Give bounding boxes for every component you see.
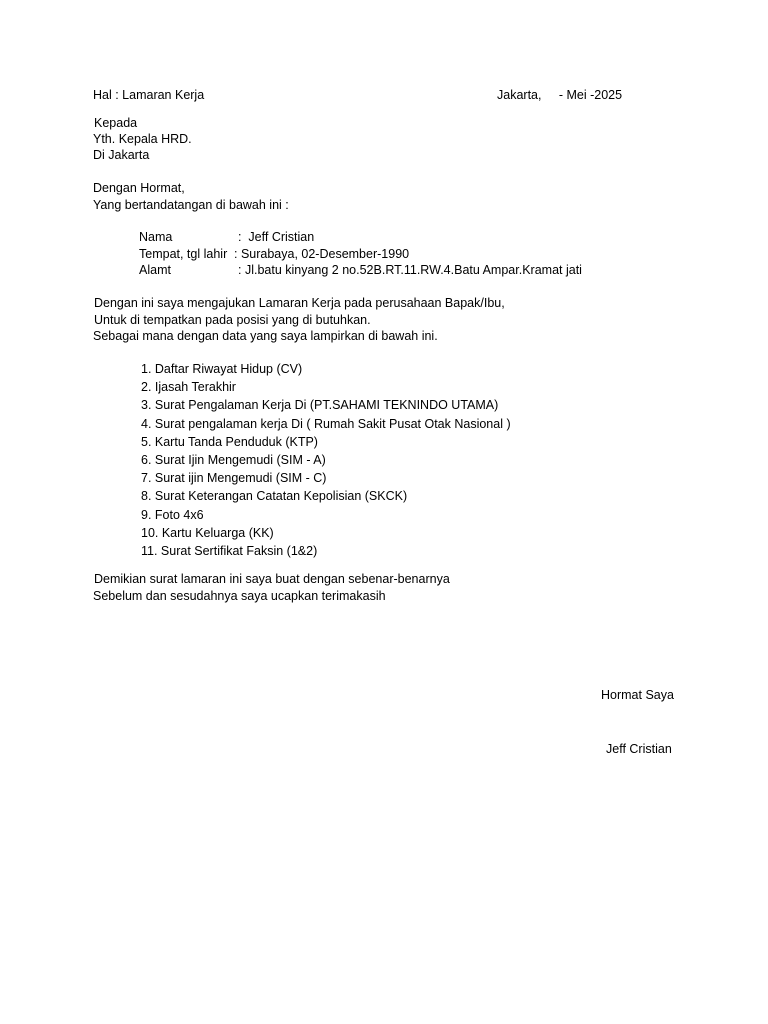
list-item: 10. Kartu Keluarga (KK)	[141, 525, 274, 540]
list-item: 4. Surat pengalaman kerja Di ( Rumah Sakit Pusat Otak Nasional )	[141, 416, 511, 431]
recipient-line-1: Kepada	[94, 116, 138, 130]
salutation: Dengan Hormat,	[93, 181, 185, 195]
address-label: Alamt	[139, 263, 171, 277]
place-date: Jakarta, - Mei -2025	[497, 88, 623, 102]
list-item: 5. Kartu Tanda Penduduk (KTP)	[141, 434, 318, 449]
name-label: Nama	[139, 230, 173, 244]
list-item: 2. Ijasah Terakhir	[141, 380, 236, 395]
birth-value: : Surabaya, 02-Desember-1990	[234, 247, 410, 261]
intro-line: Yang bertandatangan di bawah ini :	[93, 198, 289, 212]
address-value: : Jl.batu kinyang 2 no.52B.RT.11.RW.4.Batu Ampar.Kramat jati	[238, 263, 582, 277]
birth-label: Tempat, tgl lahir	[139, 247, 228, 261]
closing-line-2: Sebelum dan sesudahnya saya ucapkan terimakasih	[93, 589, 386, 603]
list-item: 11. Surat Sertifikat Faksin (1&2)	[141, 543, 318, 558]
attachment-list	[141, 360, 511, 560]
signature-greeting: Hormat Saya	[601, 688, 674, 702]
body-line-2: Untuk di tempatkan pada posisi yang di butuhkan.	[94, 313, 371, 327]
signature-name: Jeff Cristian	[606, 742, 672, 756]
recipient-line-2: Yth. Kepala HRD.	[93, 132, 192, 146]
list-item: 8. Surat Keterangan Catatan Kepolisian (SKCK)	[141, 489, 408, 504]
subject-line: Hal : Lamaran Kerja	[93, 88, 205, 102]
closing-line-1: Demikian surat lamaran ini saya buat dengan sebenar-benarnya	[94, 572, 450, 586]
recipient-line-3: Di Jakarta	[93, 148, 150, 162]
list-item: 6. Surat Ijin Mengemudi (SIM - A)	[141, 452, 326, 467]
body-line-3: Sebagai mana dengan data yang saya lampirkan di bawah ini.	[93, 329, 438, 343]
list-item: 3. Surat Pengalaman Kerja Di (PT.SAHAMI TEKNINDO UTAMA)	[141, 398, 499, 413]
list-item: 7. Surat ijin Mengemudi (SIM - C)	[141, 471, 327, 486]
list-item: 9. Foto 4x6	[141, 507, 204, 522]
name-value: : Jeff Cristian	[238, 230, 315, 244]
list-item: 1. Daftar Riwayat Hidup (CV)	[141, 362, 303, 376]
body-line-1: Dengan ini saya mengajukan Lamaran Kerja pada perusahaan Bapak/Ibu,	[94, 296, 505, 310]
